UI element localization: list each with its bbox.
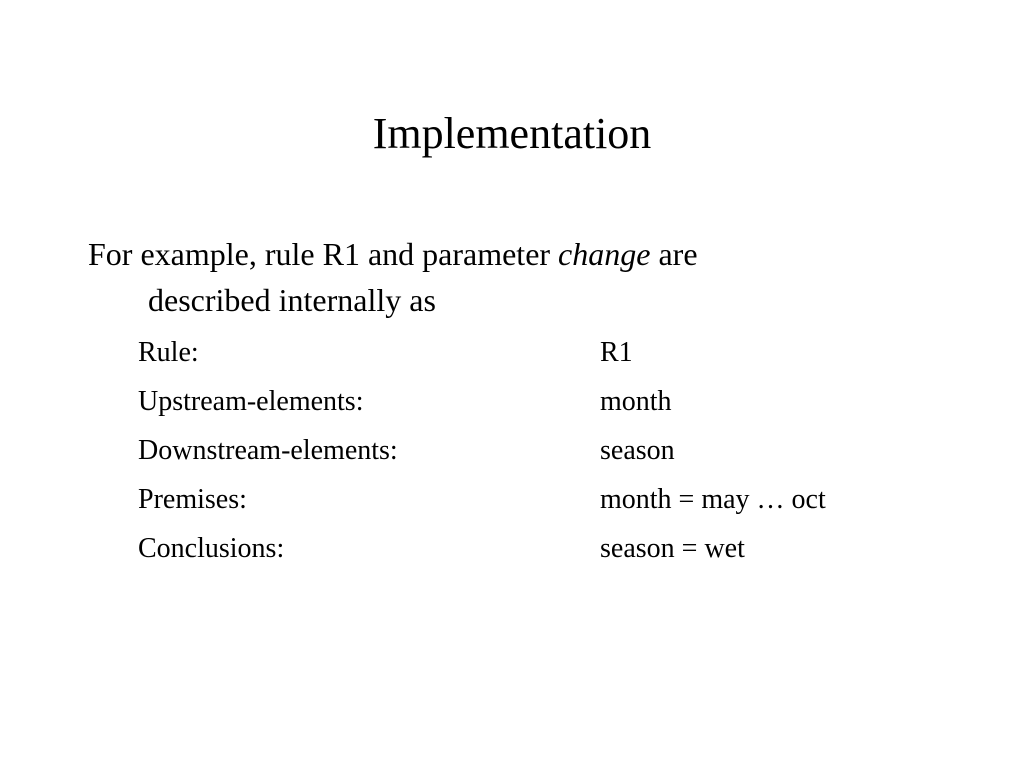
rule-value: season = wet (600, 533, 745, 564)
rule-row-downstream (138, 431, 898, 480)
rule-row-conclusions (138, 529, 898, 578)
rule-row-upstream (138, 382, 898, 431)
intro-paragraph (88, 231, 888, 323)
rule-key: Premises: (138, 484, 247, 515)
rule-key: Conclusions: (138, 533, 285, 564)
intro-text-end: are (650, 236, 698, 272)
intro-text-line-2: described internally as (148, 282, 436, 318)
rule-value: R1 (600, 337, 633, 368)
rule-key: Downstream-elements: (138, 435, 398, 466)
rule-value: month = may … oct (600, 484, 826, 515)
rule-description-table (138, 333, 898, 578)
rule-row-premises (138, 480, 898, 529)
rule-key: Rule: (138, 337, 199, 368)
parameter-name: change (558, 236, 651, 272)
rule-row-rule (138, 333, 898, 382)
rule-key: Upstream-elements: (138, 386, 364, 417)
rule-value: month (600, 386, 672, 417)
rule-value: season (600, 435, 675, 466)
intro-text-start: For example, rule R1 and parameter (88, 236, 559, 272)
slide-title: Implementation (372, 109, 652, 158)
